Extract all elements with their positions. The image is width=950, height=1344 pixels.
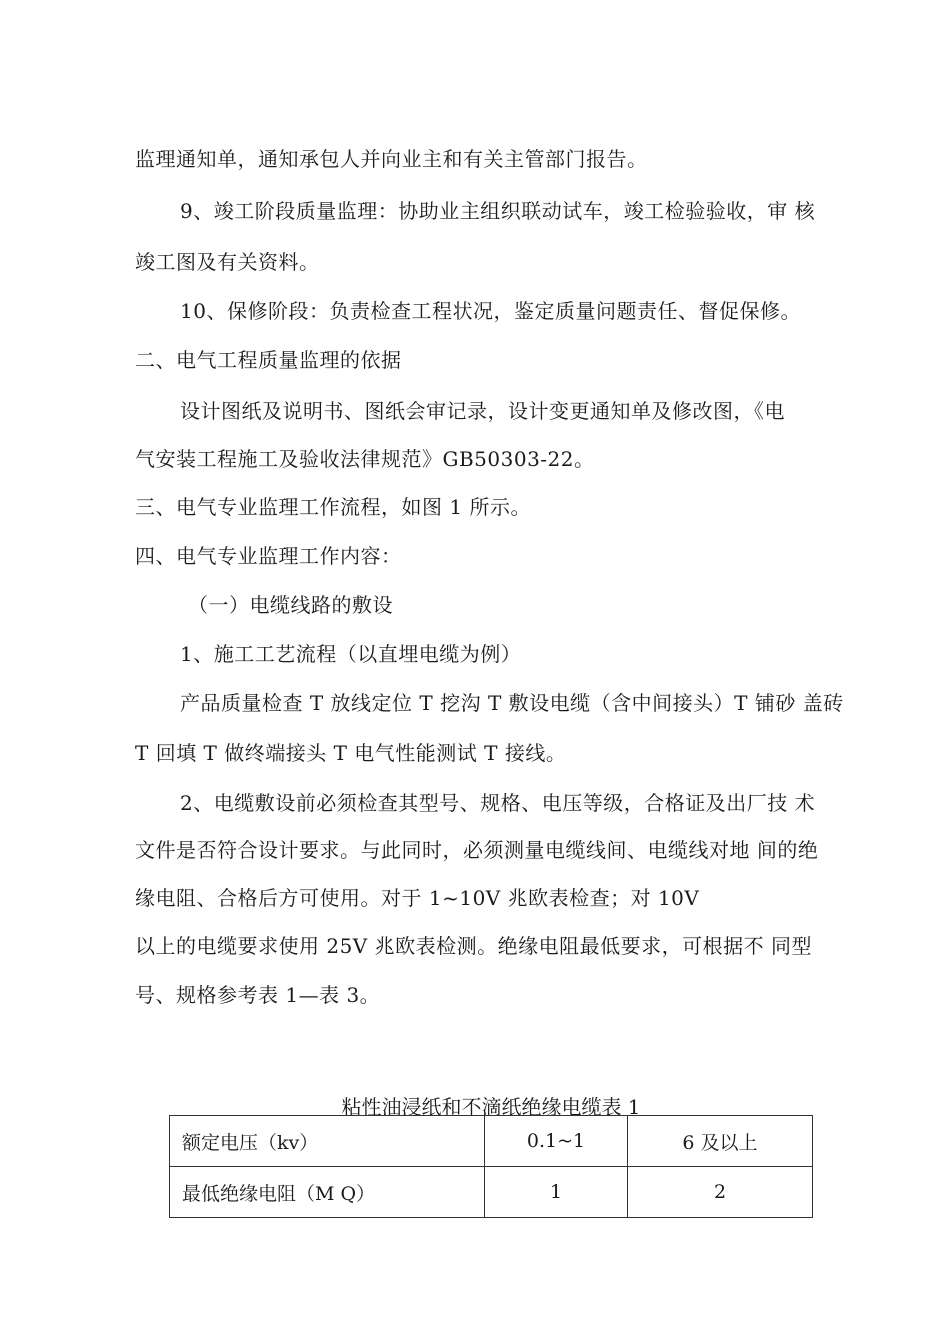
paragraph-line: 缘电阻、合格后方可使用。对于 1~10V 兆欧表检查；对 10V: [135, 886, 700, 910]
table-caption: 粘性油浸纸和不滴纸绝缘电缆表 1: [341, 1095, 641, 1119]
table-row: [170, 1116, 813, 1167]
paragraph-line: 监理通知单，通知承包人并向业主和有关主管部门报告。: [135, 147, 648, 171]
section-heading: 二、电气工程质量监理的依据: [135, 348, 402, 372]
table-cell: 2: [628, 1167, 813, 1218]
paragraph-line: 10、保修阶段：负责检查工程状况，鉴定质量问题责任、督促保修。: [180, 299, 801, 323]
table-cell: 1: [485, 1167, 628, 1218]
table-cell: 最低绝缘电阻（M Q）: [170, 1167, 485, 1218]
subsection-heading: （一）电缆线路的敷设: [188, 593, 393, 617]
paragraph-line: T 回填 T 做终端接头 T 电气性能测试 T 接线。: [135, 741, 567, 765]
paragraph-line: 气安装工程施工及验收法律规范》GB50303-22。: [135, 447, 595, 471]
section-heading: 三、电气专业监理工作流程，如图 1 所示。: [135, 495, 531, 519]
paragraph-line: 9、竣工阶段质量监理：协助业主组织联动试车，竣工检验验收，审 核: [180, 199, 816, 223]
section-heading: 四、电气专业监理工作内容：: [135, 544, 402, 568]
paragraph-line: 设计图纸及说明书、图纸会审记录，设计变更通知单及修改图，《电: [180, 399, 785, 423]
paragraph-line: 1、施工工艺流程（以直埋电缆为例）: [180, 642, 522, 666]
paragraph-line: 号、规格参考表 1—表 3。: [135, 983, 381, 1007]
paragraph-line: 以上的电缆要求使用 25V 兆欧表检测。绝缘电阻最低要求，可根据不 同型: [135, 934, 812, 958]
insulation-resistance-table: [169, 1115, 813, 1218]
table-cell: 6 及以上: [628, 1116, 813, 1167]
table-row: [170, 1167, 813, 1218]
table-cell: 0.1~1: [485, 1116, 628, 1167]
paragraph-line: 产品质量检查 T 放线定位 T 挖沟 T 敷设电缆（含中间接头）T 铺砂 盖砖: [180, 691, 844, 715]
paragraph-line: 竣工图及有关资料。: [135, 250, 320, 274]
table-cell: 额定电压（kv）: [170, 1116, 485, 1167]
paragraph-line: 2、电缆敷设前必须检查其型号、规格、电压等级，合格证及出厂技 术: [180, 791, 816, 815]
paragraph-line: 文件是否符合设计要求。与此同时，必须测量电缆线间、电缆线对地 间的绝: [135, 838, 819, 862]
